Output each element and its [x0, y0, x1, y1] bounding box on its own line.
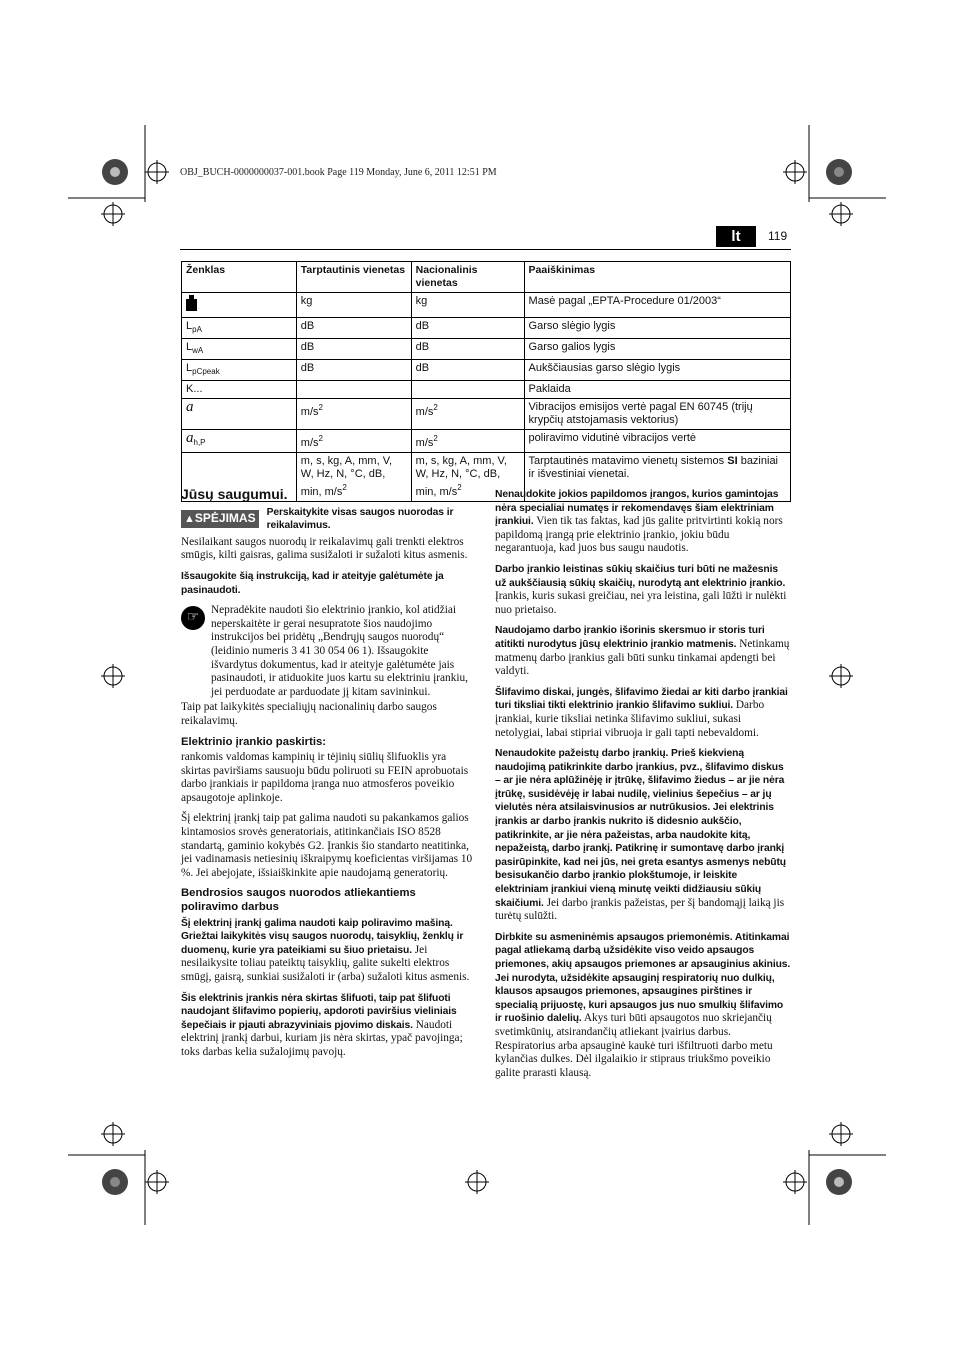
- column-header-explanation: Paaiškinimas: [524, 262, 790, 293]
- target-mark-left-mid: [101, 664, 125, 688]
- warning-badge: ▲SPĖJIMAS: [181, 510, 259, 529]
- paragraph: Taip pat laikykitės specialiųjų nacionalinių darbo saugos reikalavimų.: [181, 701, 437, 727]
- purpose-heading: Elektrinio įrankio paskirtis:: [181, 735, 327, 748]
- national-cell: dB: [411, 360, 524, 381]
- page-number: 119: [768, 229, 788, 243]
- general-safety-heading: Bendrosios saugos nuorodos atliekantiems poliravimo darbus: [181, 887, 416, 914]
- symbol-cell: [182, 293, 297, 318]
- symbol-cell: $L_{wA}$: [182, 339, 297, 360]
- international-cell: dB: [296, 339, 411, 360]
- read-manual-icon: ☞: [181, 606, 205, 630]
- column-header-national: Nacionalinis vienetas: [411, 262, 524, 293]
- paragraph: Dirbkite su asmeninėmis apsaugos priemonėmis. Atitinkamai pagal atliekamą darbą užsidėkite viso veido apsaugos priemones, akių apsaugos priemones ar apsauginius akinius. Jei nurodyta, užsidėkite apsauginį respiratorių nuo dulkių, klausos apsaugos priemones, apsaugines pirštines ir specialią prijuostę, kuri apsaugos jus nuo smulkių šlifavimo ir ruošinio dalelių. Akys turi būti apsaugotos nuo skriejančių svetimkūnių, atsirandančių atliekant įvairius darbus. Respiratorius arba apsauginė kaukė turi išfiltruoti darbo metu kylančias dulkes. Dėl ilgalaikio ir stipraus triukšmo poveikio galite prarasti klausą.: [495, 931, 791, 1079]
- warning-text: Perskaitykite visas saugos nuorodas ir reikalavimus.: [266, 506, 454, 532]
- column-header-symbol: Ženklas: [182, 262, 297, 293]
- paragraph-bold: Išsaugokite šią instrukciją, kad ir ateityje galėtumėte ja pasinaudoti.: [181, 570, 444, 596]
- color-wheel-top-left: [102, 159, 128, 185]
- symbol-cell: $L_{pCpeak}$: [182, 360, 297, 381]
- language-badge: lt: [716, 226, 756, 247]
- international-cell: kg: [296, 293, 411, 318]
- paragraph: Darbo įrankio leistinas sūkių skaičius turi būti ne mažesnis už aukščiausią sūkių skaičių, nurodytą ant elektrinio įrankio. Įrankis, kuris sukasi greičiau, nei yra leistina, gali lūžti ir nulėkti nuo prietaiso.: [495, 563, 787, 616]
- header-rule: [180, 249, 791, 250]
- target-mark-bottom-center: [465, 1170, 489, 1194]
- target-mark-top-left: [145, 160, 169, 184]
- national-cell: m, s, kg, A, mm, V, W, Hz, N, °C, dB, min, $m/s^2$: [411, 453, 524, 502]
- paragraph: Nepradėkite naudoti šio elektrinio įrankio, kol atidžiai neperskaitėte ir gerai nesupratote šios naudojimo instrukcijos bei pridėtų „Bendrųjų saugos nuorodų“ (leidinio numeris 3 41 30 054 06 1). Išsaugokite išvardytus dokumentus, kad ir ateityje galėtumėte jais pasinaudoti, ir atiduokite juos kartu su elektriniu įrankiu, jei perduodate ar parduodate jį kitam savininkui.: [211, 604, 468, 698]
- target-mark-right-upper: [829, 202, 853, 226]
- target-mark-right-lower: [829, 1122, 853, 1146]
- target-mark-bottom-left: [145, 1170, 169, 1194]
- paragraph: Nenaudokite jokios papildomos įrangos, kurios gamintojas nėra specialiai numatęs ir rekomendavęs šiam elektriniam įrankiui. Vien tik tas faktas, kad jūs galite pritvirtinti kokią nors papildomą įrangą prie elektrinio įrankio, jokiu būdu negarantuoja, kad juos bus saugu naudotis.: [495, 489, 783, 555]
- paragraph: Šį elektrinį įrankį taip pat galima naudoti su pakankamos galios kintamosios srovės generatoriais, atitinkančiais ISO 8528 standartą, gaminio kokybės G2. Įrankis šio standarto neatitinka, jei vadinamasis netiesinių iškraipymų koeficientas viršijamas 10 %. Jei abejojate, išsiaiškinkite apie naudojamą generatorių.: [181, 812, 473, 879]
- manual-notice: [181, 604, 476, 701]
- target-mark-bottom-right: [783, 1170, 807, 1194]
- color-wheel-bottom-right: [826, 1169, 852, 1195]
- target-mark-left-upper: [101, 202, 125, 226]
- weight-icon: [186, 299, 197, 311]
- symbol-cell: $a_{h,P}$: [182, 430, 297, 453]
- paragraph: rankomis valdomas kampinių ir tėjinių siūlių šlifuoklis yra skirtas paviršiams sausuoju būdu poliruoti su FEIN aprobuotais darbo įrankiais ir papildoma įranga nuo atmosferos poveikio apsaugotoje aplinkoje.: [181, 751, 469, 804]
- warning-triangle-icon: ▲: [184, 512, 195, 525]
- paragraph: Šį elektrinį įrankį galima naudoti kaip poliravimo mašiną. Griežtai laikykitės visų saugos nuorodų, taisyklių, ženklų ir duomenų, kurie yra pateikiami su šiuo prietaisu. Jei nesilaikysite toliau pateiktų taisyklių, galite sukelti elektros smūgį, gaisrą, sunkiai susižaloti ir (arba) sužaloti kitus asmenis.: [181, 917, 470, 983]
- national-cell: dB: [411, 339, 524, 360]
- paragraph: Naudojamo darbo įrankio išorinis skersmuo ir storis turi atitikti nurodytus jūsų elektrinio įrankio matmenis. Netinkamų matmenų darbo įrankius gali būti sunku tinkamai apdengti bei valdyti.: [495, 625, 790, 678]
- table-row: [182, 360, 791, 381]
- color-wheel-bottom-left: [102, 1169, 128, 1195]
- table-header-row: [182, 262, 791, 293]
- international-cell: m, s, kg, A, mm, V, W, Hz, N, °C, dB, min, $m/s^2$: [296, 453, 411, 502]
- target-mark-right-mid: [829, 664, 853, 688]
- national-cell: [411, 381, 524, 399]
- national-cell: kg: [411, 293, 524, 318]
- national-cell: $m/s^2$: [411, 399, 524, 430]
- section-title: Jūsų saugumui.: [181, 486, 288, 502]
- warning-block: [181, 506, 476, 533]
- national-cell: $m/s^2$: [411, 430, 524, 453]
- explanation-cell: Vibracijos emisijos vertė pagal EN 60745 (trijų krypčių atstojamasis vektorius): [524, 399, 790, 430]
- left-column: [181, 488, 476, 1067]
- explanation-cell: Paklaida: [524, 381, 790, 399]
- international-cell: $m/s^2$: [296, 430, 411, 453]
- international-cell: dB: [296, 318, 411, 339]
- column-header-international: Tarptautinis vienetas: [296, 262, 411, 293]
- book-header-line: OBJ_BUCH-0000000037-001.book Page 119 Monday, June 6, 2011 12:51 PM: [180, 167, 497, 178]
- international-cell: dB: [296, 360, 411, 381]
- table-row: [182, 318, 791, 339]
- explanation-cell: Masė pagal „EPTA-Procedure 01/2003“: [524, 293, 790, 318]
- target-mark-top-right: [783, 160, 807, 184]
- explanation-cell: Aukščiausias garso slėgio lygis: [524, 360, 790, 381]
- table-row: [182, 339, 791, 360]
- color-wheel-top-right: [826, 159, 852, 185]
- table-row: [182, 381, 791, 399]
- table-row: [182, 399, 791, 430]
- explanation-cell: Tarptautinės matavimo vienetų sistemos SI baziniai ir išvestiniai vienetai.: [524, 453, 790, 502]
- international-cell: [296, 381, 411, 399]
- paragraph: Nenaudokite pažeistų darbo įrankių. Prieš kiekvieną naudojimą patikrinkite darbo įrankius, pvz., šlifavimo diskus – ar jie nėra aplūžinėję ir įtrūkę, šlifavimo žiedus – ar jie nėra įtrūkę, susidėvėję ir labai nudilę, vielinius šepečius – ar jų vielutės nėra atsilaisvinusios ar nutrūkusios. Jei elektrinis įrankis ar darbo įrankis nukrito iš didesnio aukščio, patikrinkite, ar jie nėra pažeistas, arba naudokite kitą, nepažeistą, darbo įrankį. Patikrinę ir sumontavę darbo įrankį pasirūpinkite, kad nei jūs, nei greta esantys asmenys nebūtų besisukančio darbo įrankio plokštumoje, ir leiskite elektriniam įrankiui vieną minutę veikti didžiausiu sūkių skaičiumi. Jei darbo įrankis pažeistas, per šį bandomąjį laiką jis turėtų sulūžti.: [495, 748, 786, 923]
- explanation-cell: Garso galios lygis: [524, 339, 790, 360]
- table-row: [182, 430, 791, 453]
- explanation-cell: Garso slėgio lygis: [524, 318, 790, 339]
- international-cell: $m/s^2$: [296, 399, 411, 430]
- right-column: [495, 488, 791, 1087]
- paragraph: Nesilaikant saugos nuorodų ir reikalavimų gali trenkti elektros smūgis, kilti gaisras, galima susižaloti ir sužaloti kitus asmenis.: [181, 535, 468, 562]
- explanation-cell: poliravimo vidutinė vibracijos vertė: [524, 430, 790, 453]
- symbol-cell: K...: [182, 381, 297, 399]
- table-row: [182, 293, 791, 318]
- symbol-cell: a: [182, 399, 297, 430]
- target-mark-left-lower: [101, 1122, 125, 1146]
- paragraph: Šlifavimo diskai, jungės, šlifavimo žiedai ar kiti darbo įrankiai turi tiksliai tikti elektrinio įrankio šlifavimo sukliui. Darbo įrankiai, kurie tiksliai netinka šlifavimo sukliui, sukasi netolygiai, labai stipriai vibruoja ir gali tapti nebevaldomi.: [495, 686, 788, 739]
- national-cell: dB: [411, 318, 524, 339]
- units-table: [181, 261, 791, 502]
- symbol-cell: $L_{pA}$: [182, 318, 297, 339]
- paragraph: Šis elektrinis įrankis nėra skirtas šlifuoti, taip pat šlifuoti naudojant šlifavimo popierių, apdoroti paviršius vieliniais šepečiais ir pjauti abrazyviniais pjovimo diskais. Naudoti elektrinį įrankį darbui, kuriam jis nėra skirtas, ypač pavojinga; toks darbas kelia sužalojimų pavojų.: [181, 992, 463, 1058]
